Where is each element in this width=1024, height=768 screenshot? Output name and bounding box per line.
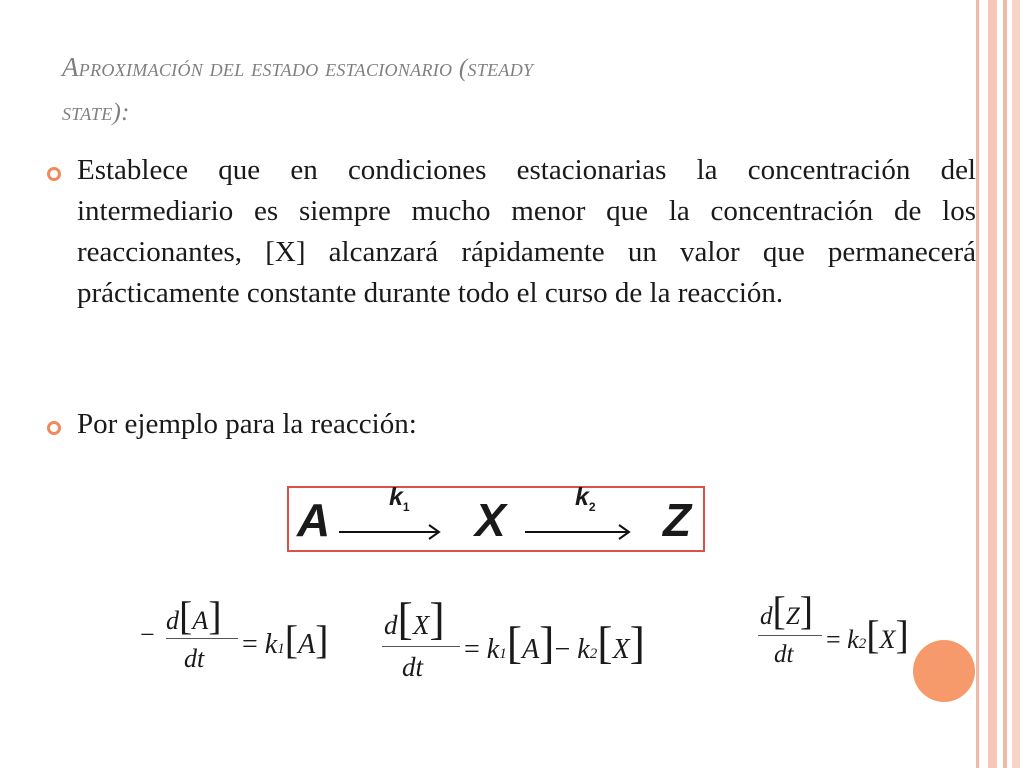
eq3-rhs: = k2[X] [826, 612, 909, 657]
species-x: X [475, 494, 506, 546]
decor-stripe [1012, 0, 1020, 768]
title-line-2: state): [62, 99, 130, 126]
fraction-bar [382, 646, 460, 647]
decor-stripe [988, 0, 997, 768]
fraction-bar [166, 638, 238, 639]
eq3-numerator: d[Z] [760, 588, 814, 633]
decor-stripe [1003, 0, 1007, 768]
k1-subscript: 1 [402, 500, 410, 514]
k2-letter: k [575, 483, 589, 511]
rate-constant-k1 [389, 482, 410, 522]
title-initial: A [62, 52, 79, 82]
reaction-scheme [287, 483, 705, 552]
eq1-rhs: = k1[A] [242, 617, 329, 662]
title-line-1 [62, 45, 862, 91]
bullet-text: Por ejemplo para la reacción: [77, 408, 417, 440]
eq1-numerator: d[A] [166, 593, 222, 638]
eq3-denominator: dt [774, 641, 794, 668]
species-a: A [297, 494, 331, 546]
eq2-rhs: = k1[A]− k2[X] [464, 617, 645, 668]
bullet-circle-icon [47, 421, 61, 435]
bullet-circle-icon [47, 167, 61, 181]
slide-title [62, 45, 862, 135]
eq2-denominator: dt [402, 652, 424, 682]
k2-subscript: 2 [588, 500, 596, 514]
rate-equation-a [140, 590, 360, 690]
rate-equation-x [380, 590, 690, 690]
title-line-1-text: proximación del estado estacionario (steady [78, 55, 534, 82]
fraction-bar [758, 635, 822, 636]
rate-constant-k2 [575, 482, 596, 522]
species-z: Z [663, 494, 692, 546]
minus-sign: − [140, 620, 155, 649]
eq1-denominator: dt [184, 644, 205, 673]
decor-stripe [976, 0, 979, 768]
bullet-text: Establece que en condiciones estacionarias la concentración del intermediario es siempre mucho menor que la concentración de los reaccionantes, [X] alcanzará rápidamente un valor que permanecerá prácticamente constante durante todo el curso de la reacción. [77, 154, 976, 309]
eq2-numerator: d[X] [384, 593, 445, 644]
rate-equation-z [758, 585, 958, 685]
k1-letter: k [389, 483, 403, 511]
